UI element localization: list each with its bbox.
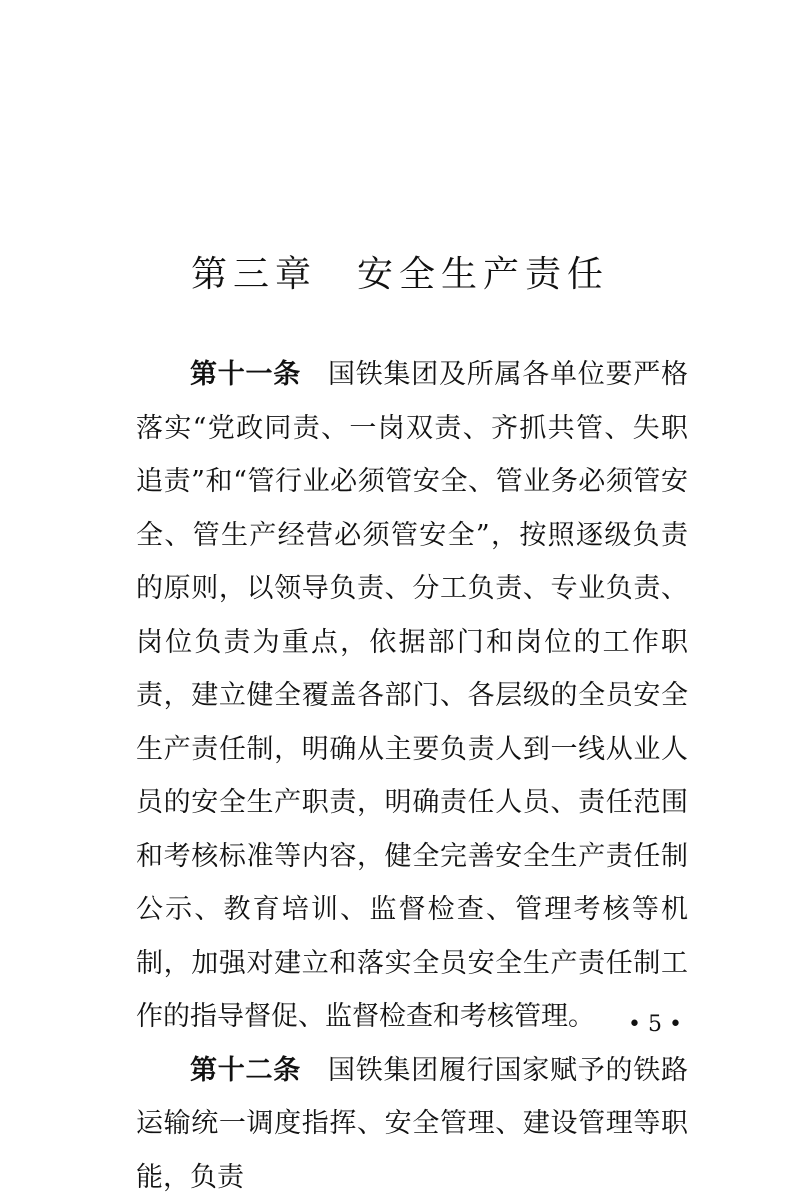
article-11 <box>136 348 688 1044</box>
article-12 <box>136 1044 688 1204</box>
chapter-title <box>0 250 800 300</box>
chapter-name: 安全生产责任 <box>357 254 609 295</box>
page-number: • 5 • <box>620 1010 690 1040</box>
article-12-text: 国铁集团履行国家赋予的铁路运输统一调度指挥、安全管理、建设管理等职能，负责 <box>136 1055 688 1193</box>
chapter-number: 第三章 <box>191 254 317 295</box>
body-text <box>136 348 688 1204</box>
article-11-text: 国铁集团及所属各单位要严格落实“党政同责、一岗双责、齐抓共管、失职追责”和“管行业必须管安全、管业务必须管安全、管生产经营必须管安全”，按照逐级负责的原则，以领导负责、分工负责、专业负责、岗位负责为重点，依据部门和岗位的工作职责，建立健全覆盖各部门、各层级的全员安全生产责任制，明确从主要负责人到一线从业人员的安全生产职责，明确责任人员、责任范围和考核标准等内容，健全完善安全生产责任制公示、教育培训、监督检查、管理考核等机制，加强对建立和落实全员安全生产责任制工作的指导督促、监督检查和考核管理。 <box>136 359 688 1032</box>
article-12-number: 第十二条 <box>190 1055 301 1086</box>
article-11-number: 第十一条 <box>190 359 301 390</box>
